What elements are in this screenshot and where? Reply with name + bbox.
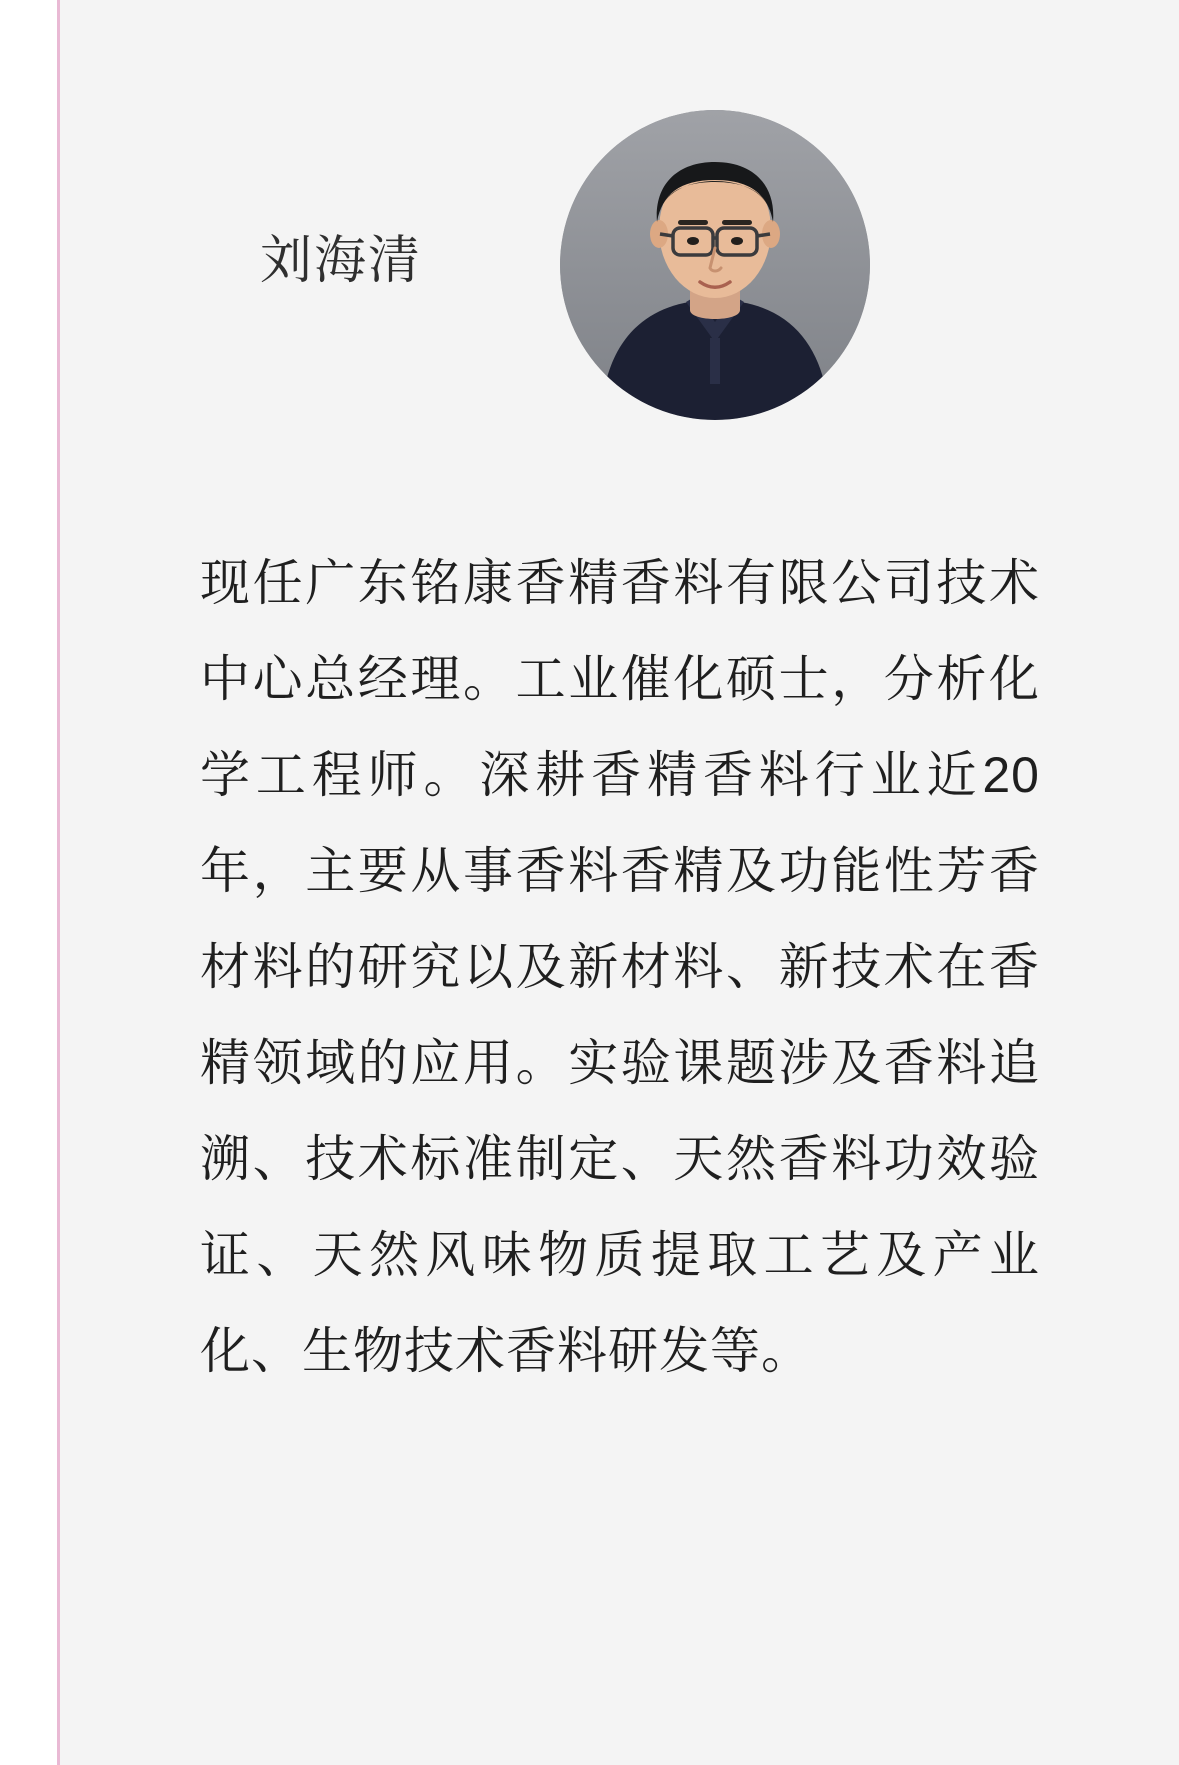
- left-gutter: [0, 0, 60, 1765]
- avatar: [560, 110, 870, 420]
- profile-card: [60, 0, 1179, 1765]
- speaker-name: 刘海清: [260, 232, 423, 290]
- speaker-bio: 现任广东铭康香精香料有限公司技术中心总经理。工业催化硕士，分析化学工程师。深耕香精香料行业近20年，主要从事香料香精及功能性芳香材料的研究以及新材料、新技术在香精领域的应用。实验课题涉及香料追溯、技术标准制定、天然香料功效验证、天然风味物质提取工艺及产业化、生物技术香料研发等。: [200, 555, 1040, 1379]
- profile-header: [60, 110, 1179, 430]
